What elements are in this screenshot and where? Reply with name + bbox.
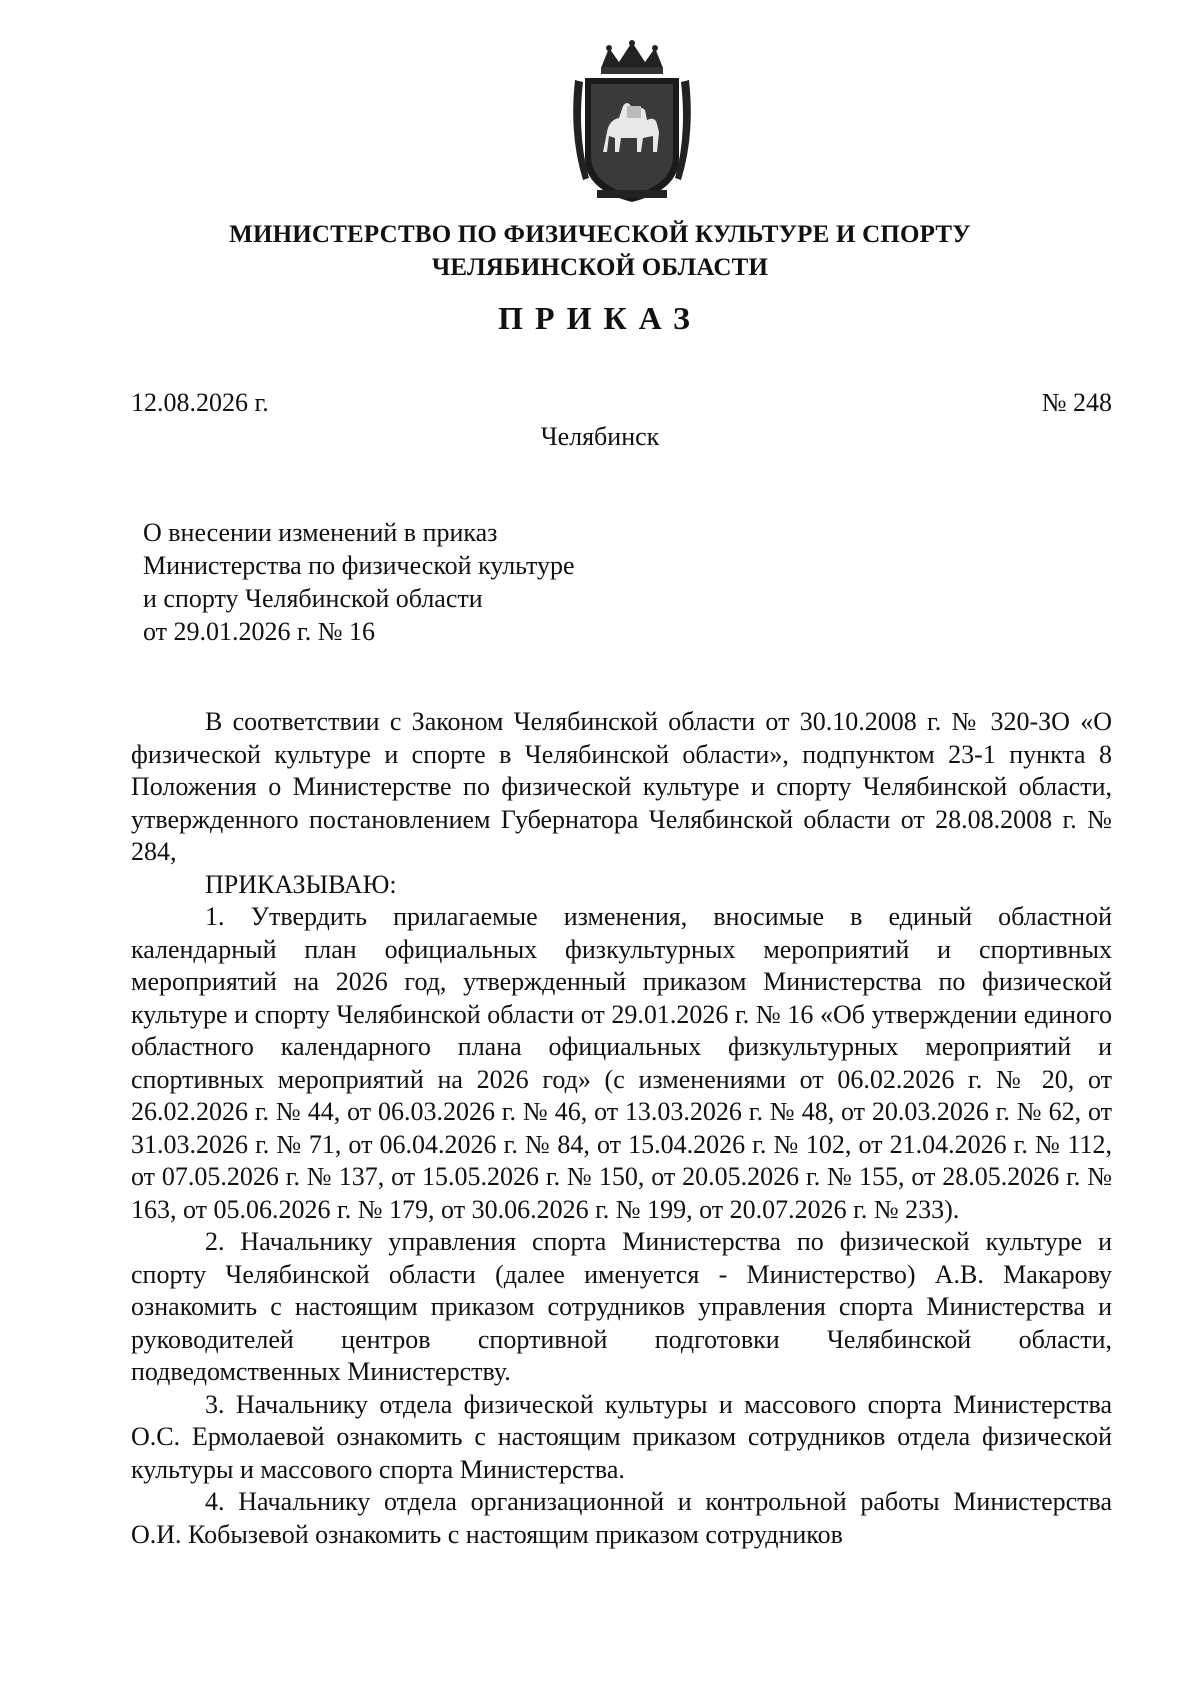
subject-line: и спорту Челябинской области <box>143 584 483 613</box>
subject-line: от 29.01.2026 г. № 16 <box>143 617 376 646</box>
order-item-4: 4. Начальнику отдела организационной и контрольной работы Министерства О.И. Кобызевой ознакомить с настоящим приказом сотрудников <box>131 1487 1112 1549</box>
document-city: Челябинск <box>540 422 660 451</box>
document-date: 12.08.2026 г. <box>131 388 269 417</box>
order-item-1: 1. Утвердить прилагаемые изменения, вносимые в единый областной календарный план официальных физкультурных мероприятий и спортивных мероприятий на 2026 год, утвержденный приказом Министерства по физической культуре и спорту Челябинской области от 29.01.2026 г. № 16 «Об утверждении единого областного календарного плана официальных физкультурных мероприятий и спортивных мероприятий на 2026 год» (с изменениями от 06.02.2026 г. № 20, от 26.02.2026 г. № 44, от 06.03.2026 г. № 46, от 13.03.2026 г. № 48, от 20.03.2026 г. № 62, от 31.03.2026 г. № 71, от 06.04.2026 г. № 84, от 15.04.2026 г. № 102, от 21.04.2026 г. № 112, от 07.05.2026 г. № 137, от 15.05.2026 г. № 150, от 20.05.2026 г. № 155, от 28.05.2026 г. № 163, от 05.06.2026 г. № 179, от 30.06.2026 г. № 199, от 20.07.2026 г. № 233). <box>131 902 1112 1224</box>
subject-line: Министерства по физической культуре <box>143 551 575 580</box>
organization-name-line-2: ЧЕЛЯБИНСКОЙ ОБЛАСТИ <box>431 254 769 281</box>
order-word: ПРИКАЗЫВАЮ: <box>205 869 397 899</box>
coat-of-arms-icon <box>567 40 697 208</box>
order-item-3: 3. Начальнику отдела физической культуры и массового спорта Министерства О.С. Ермолаевой ознакомить с настоящим приказом сотрудников отдела физической культуры и массового спорта Министерства. <box>131 1389 1112 1484</box>
document-body <box>131 706 1112 1551</box>
order-item-2: 2. Начальнику управления спорта Министерства по физической культуре и спорту Челябинской области (далее именуется - Министерство) А.В. Макарову ознакомить с настоящим приказом сотрудников управления спорта Министерства и руководителей центров спортивной подготовки Челябинской области, подведомственных Министерству. <box>131 1227 1112 1386</box>
organization-name <box>0 218 1200 284</box>
document-number: № 248 <box>1041 388 1112 417</box>
preamble-paragraph: В соответствии с Законом Челябинской области от 30.10.2008 г. № 320-ЗО «О физической культуре и спорте в Челябинской области», подпунктом 23-1 пункта 8 Положения о Министерстве по физической культуре и спорту Челябинской области, утвержденного постановлением Губернатора Челябинской области от 28.08.2008 г. № 284, <box>131 707 1112 866</box>
document-subject <box>143 516 575 648</box>
subject-line: О внесении изменений в приказ <box>143 518 498 547</box>
organization-name-line-1: МИНИСТЕРСТВО ПО ФИЗИЧЕСКОЙ КУЛЬТУРЕ И СПОРТУ <box>229 221 971 248</box>
document-type-title: ПРИКАЗ <box>498 300 702 336</box>
